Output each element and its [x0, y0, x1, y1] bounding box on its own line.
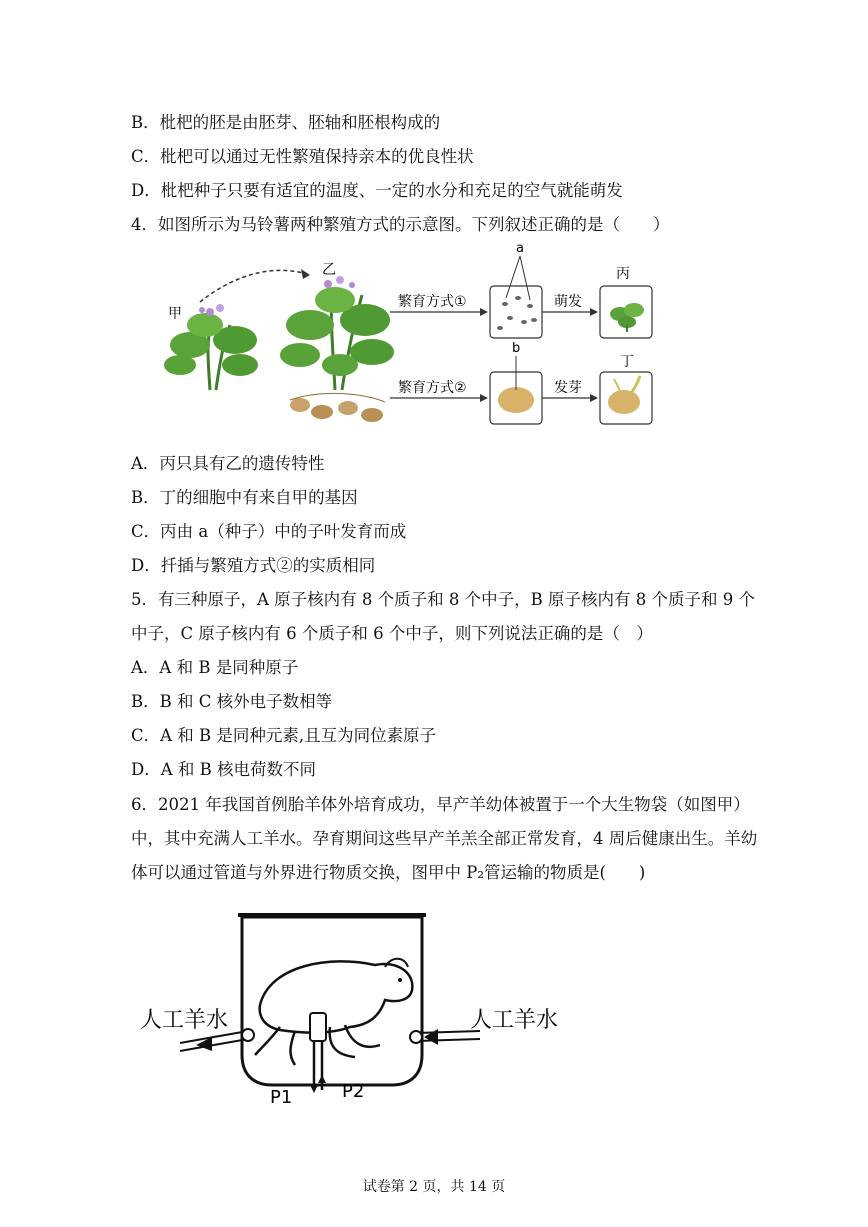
- arrow-1-label: 萌发: [554, 294, 582, 310]
- q5-option-b: B．B 和 C 核外电子数相等: [131, 692, 333, 711]
- page-footer: 试卷第 2 页，共 14 页: [362, 1179, 506, 1195]
- q4-stem: 4．如图所示为马铃薯两种繁殖方式的示意图。下列叙述正确的是（ ）: [131, 215, 670, 234]
- q3-option-d: D．枇杷种子只要有适宜的温度、一定的水分和充足的空气就能萌发: [131, 181, 623, 200]
- method-1-label: 繁育方式①: [398, 294, 467, 310]
- umbilical-connector: [310, 1013, 326, 1041]
- right-fluid-label: 人工羊水: [470, 1008, 559, 1033]
- left-fluid-label: 人工羊水: [140, 1008, 229, 1033]
- arrow-2-label: 发芽: [554, 380, 582, 396]
- plant-yi-icon: [280, 276, 394, 422]
- q3-option-b: B．枇杷的胚是由胚芽、胚轴和胚根构成的: [131, 113, 441, 132]
- potato-tuber-icon: [498, 387, 534, 413]
- label-jia: 甲: [168, 306, 182, 322]
- label-b: b: [512, 341, 521, 356]
- q3-option-c: C．枇杷可以通过无性繁殖保持亲本的优良性状: [131, 147, 474, 166]
- potato-reproduction-diagram: [150, 240, 670, 435]
- q5-stem: 5．有三种原子，A 原子核内有 8 个质子和 8 个中子，B 原子核内有 8 个质子和 9 个中子，C 原子核内有 6 个质子和 6 个中子，则下列说法正确的是（ ）: [131, 590, 755, 643]
- label-a: a: [516, 241, 524, 256]
- label-yi: 乙: [322, 262, 336, 278]
- q4-option-a: A．丙只具有乙的遗传特性: [131, 454, 325, 473]
- label-p1: P1: [270, 1087, 293, 1108]
- label-ding: 丁: [620, 354, 634, 370]
- label-bing: 丙: [616, 266, 630, 282]
- q4-option-b: B．丁的细胞中有来自甲的基因: [131, 488, 358, 507]
- q4-option-c: C．丙由 a（种子）中的子叶发育而成: [131, 522, 407, 541]
- q4-option-d: D．扦插与繁殖方式②的实质相同: [131, 556, 376, 575]
- label-p2: P2: [342, 1081, 365, 1102]
- q5-option-c: C．A 和 B 是同种元素,且互为同位素原子: [131, 726, 437, 745]
- q5-option-d: D．A 和 B 核电荷数不同: [131, 760, 317, 779]
- method-2-label: 繁育方式②: [398, 380, 467, 396]
- q6-stem: 6．2021 年我国首例胎羊体外培育成功，早产羊幼体被置于一个大生物袋（如图甲）中，其中充满人工羊水。孕育期间这些早产羊羔全部正常发育，4 周后健康出生。羊幼体可以通过管道与外界进行物质交换，图甲中 P₂管运输的物质是( ): [131, 795, 758, 882]
- seeds-box: [490, 286, 542, 338]
- inflow-arrow-icon: [424, 1029, 438, 1045]
- q5-option-a: A．A 和 B 是同种原子: [131, 658, 299, 677]
- p1-arrow-down-icon: [310, 1085, 318, 1093]
- lamb-biobag-diagram: [130, 905, 570, 1115]
